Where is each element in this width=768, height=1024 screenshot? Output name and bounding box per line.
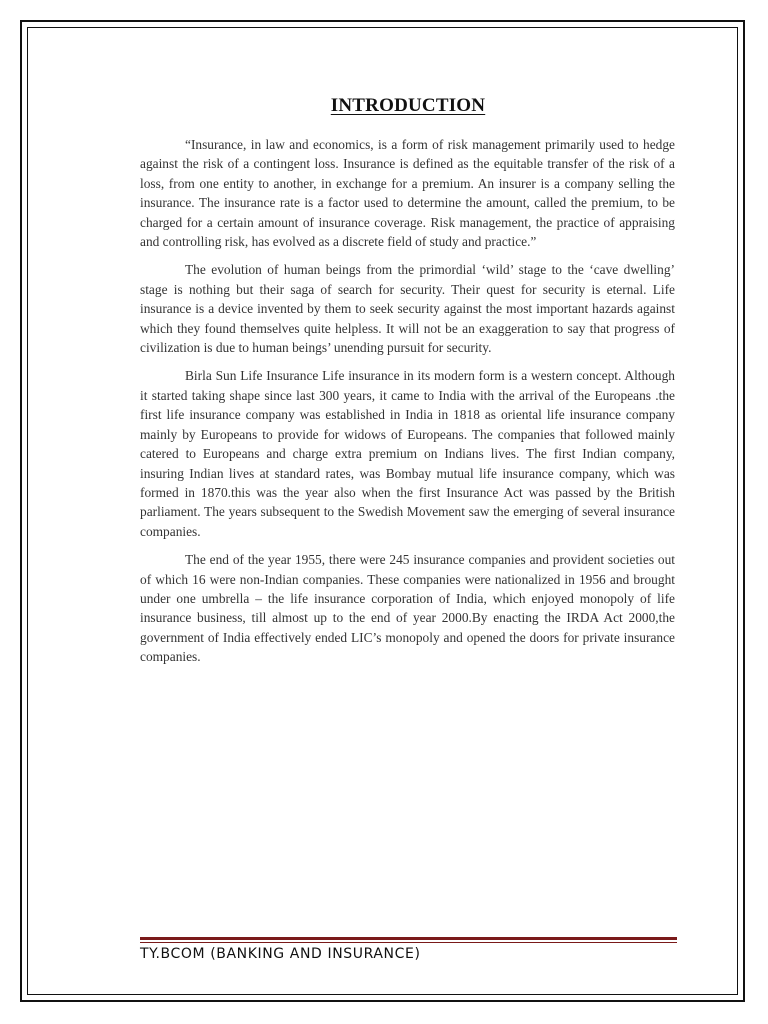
body-content [140,135,675,676]
paragraph-definition: “Insurance, in law and economics, is a form of risk management primarily used to hedge against the risk of a contingent loss. Insurance is defined as the equitable transfer of the risk of a loss, from one entity to another, in exchange for a premium. An insurer is a company selling the insurance. The insurance rate is a factor used to determine the amount, called the premium, to be charged for a certain amount of insurance coverage. Risk management, the practice of appraising and controlling risk, has evolved as a discrete field of study and practice.” [140,137,675,250]
footer-course-label: TY.BCOM (BANKING AND INSURANCE) [140,946,421,962]
footer-rule-thick [140,937,677,940]
paragraph-evolution: The evolution of human beings from the primordial ‘wild’ stage to the ‘cave dwelling’ stage is nothing but their saga of search for security. Their quest for security is eternal. Life insurance is a device invented by them to seek security against the most important hazards against which they found themselves quite helpless. It will not be an exaggeration to say that progress of civilization is due to human beings’ unending pursuit for security. [140,262,675,356]
footer-rule-thin [140,942,677,943]
page-title: INTRODUCTION [330,95,486,116]
paragraph-history: Birla Sun Life Insurance Life insurance in its modern form is a western concept. Although it started taking shape since last 300 years, it came to India with the arrival of the Europeans .the first life insurance company was established in India in 1818 as oriental life insurance company mainly by Europeans to provide for widows of Europeans. The companies that followed mainly catered to Europeans and charge extra premium on Indians lives. The first Indian company, insuring Indian lives at standard rates, was Bombay mutual life insurance company, which was formed in 1870.this was the year also when the first Insurance Act was passed by the British parliament. The years subsequent to the Swedish Movement saw the emerging of several insurance companies. [140,368,675,539]
paragraph-nationalization: The end of the year 1955, there were 245 insurance companies and provident societies out of which 16 were non-Indian companies. These companies were nationalized in 1956 and brought under one umbrella – the life insurance corporation of India, which enjoyed monopoly of life insurance business, till almost up to the end of year 2000.By enacting the IRDA Act 2000,the government of India effectively ended LIC’s monopoly and opened the doors for private insurance companies. [140,552,675,665]
